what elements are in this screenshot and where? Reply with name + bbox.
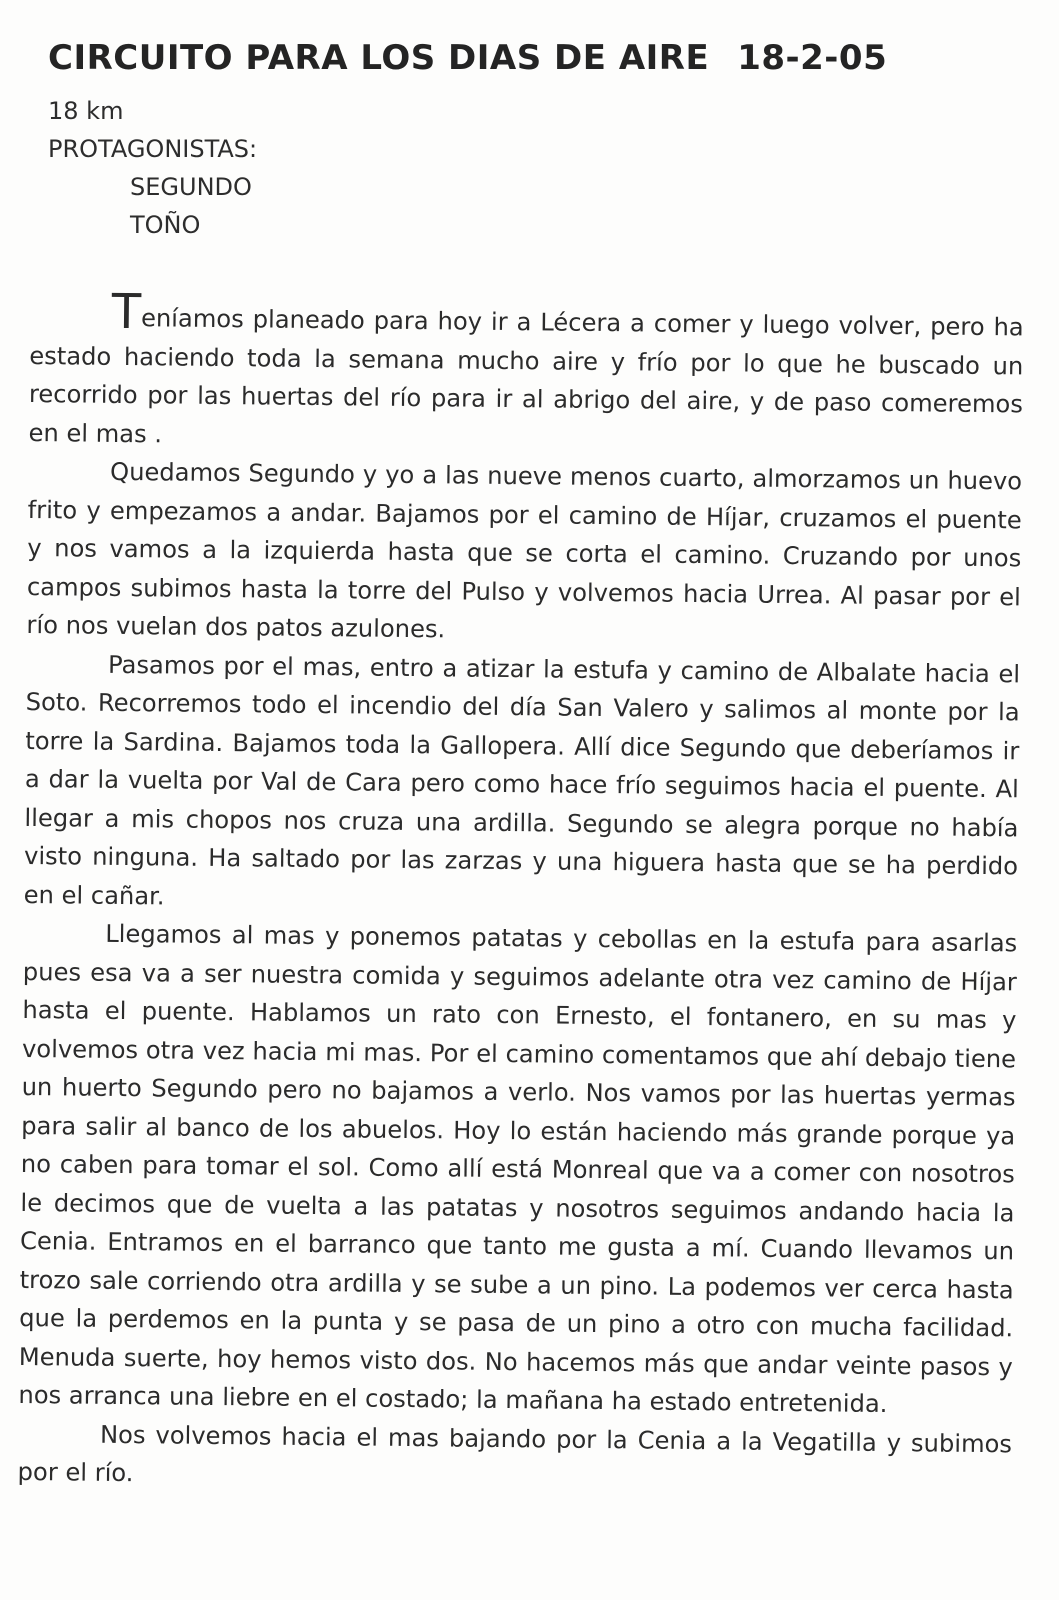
paragraph-text: Llegamos al mas y ponemos patatas y cebollas en la estufa para asarlas pues esa va a ser nuestra comida y seguimos adelante otra vez camino de Híjar hasta el puente. Hablamos un rato con Ernesto, el fontanero, en su mas y volvemos otra vez hacia mi mas. Por el camino comentamos que ahí debajo tiene un huerto Segundo pero no bajamos a verlo. Nos vamos por las huertas yermas para salir al banco de los abuelos. Hoy lo están haciendo más grande porque ya no caben para tomar el sol. Como allí está Monreal que va a comer con nosotros le decimos que de vuelta a las patatas y nosotros seguimos andando hacia la Cenia. Entramos en el barranco que tanto me gusta a mí. Cuando llevamos un trozo sale corriendo otra ardilla y se sube a un pino. La podemos ver cerca hasta que la perdemos en la punta y se pasa de un pino a otro con mucha facilidad. Menuda suerte, hoy hemos visto dos. No hacemos más que andar veinte pasos y nos arranca una liebre en el costado; la mañana ha estado entretenida. [18,919,1018,1419]
document-meta [48,92,257,244]
paragraph-text: eníamos planeado para hoy ir a Lécera a comer y luego volver, pero ha estado haciendo toda la semana mucho aire y frío por lo que he buscado un recorrido por las huertas del río para ir al abrigo del aire, y de paso comeremos en el mas . [28,304,1024,448]
paragraph-text: Pasamos por el mas, entro a atizar la estufa y camino de Albalate hacia el Soto. Recorremos todo el incendio del día San Valero y salimos al monte por la torre la Sardina. Bajamos toda la Gallopera. Allí dice Segundo que deberíamos ir a dar la vuelta por Val de Cara pero como hace frío seguimos hacia el puente. Al llegar a mis chopos nos cruza una ardilla. Segundo se alegra porque no había visto ninguna. Ha saltado por las zarzas y una higuera hasta que se ha perdido en el cañar. [23,650,1021,910]
document-title [48,38,887,78]
title-date: 18-2-05 [737,38,888,78]
paragraph [28,283,1024,462]
protagonists-label: PROTAGONISTAS: [48,135,258,163]
distance-text: 18 km [48,97,124,125]
paragraph-text: Quedamos Segundo y yo a las nueve menos cuarto, almorzamos un huevo frito y empezamos a andar. Bajamos por el camino de Híjar, cruzamos el puente y nos vamos a la izquierda hasta que se corta el camino. Cruzando por unos campos subimos hasta la torre del Pulso y volvemos hacia Urrea. Al pasar por el río nos vuelan dos patos azulones. [26,457,1023,644]
title-text: CIRCUITO PARA LOS DIAS DE AIRE [48,38,710,78]
document-body [17,283,1024,1502]
protagonist-name: TOÑO [130,211,201,239]
paragraph-text: Nos volvemos hacia el mas bajando por la Cenia a la Vegatilla y subimos por el río. [17,1420,1013,1488]
paragraph [18,914,1017,1425]
paragraph [23,644,1020,924]
paragraph [17,1414,1012,1501]
paragraph [26,452,1022,655]
drop-cap: T [111,283,142,341]
protagonist-name: SEGUNDO [130,173,252,201]
